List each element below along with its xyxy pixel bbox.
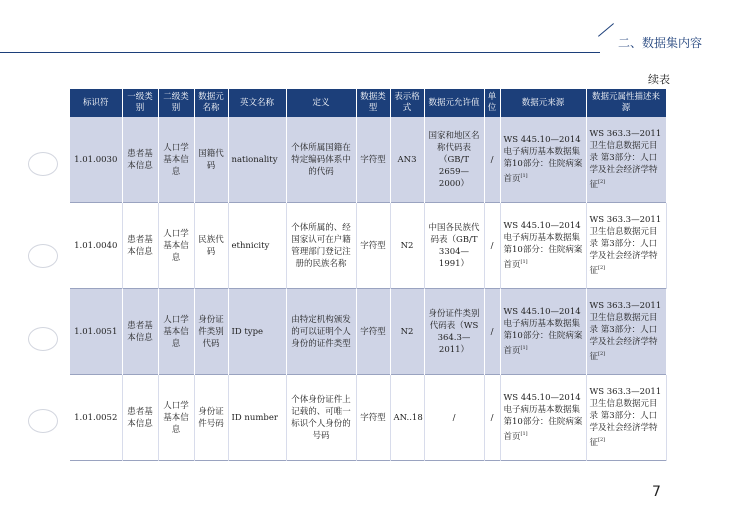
header-rule (0, 52, 600, 53)
data-element-table (70, 89, 667, 461)
page-number: 7 (652, 484, 661, 500)
cell-category-2: 人口学基本信息 (158, 375, 194, 461)
cell-definition: 个体所属国籍在特定编码体系中的代码 (286, 117, 356, 203)
column-header: 标识符 (70, 89, 122, 117)
source-ref: [1] (520, 431, 528, 438)
continued-label: 续表 (648, 73, 670, 86)
table-row (70, 289, 666, 375)
cell-format: N2 (390, 289, 424, 375)
cell-attribute-source (586, 203, 666, 289)
cell-unit: / (484, 203, 500, 289)
source-text: WS 445.10—2014 电子病历基本数据集 第10部分：住院病案首页 (503, 221, 583, 270)
column-header: 二级类别 (158, 89, 194, 117)
cell-id: 1.01.0040 (70, 203, 122, 289)
table-row (70, 117, 666, 203)
cell-english-name: ID type (228, 289, 286, 375)
cell-source (500, 375, 586, 461)
column-header: 数据元名称 (194, 89, 228, 117)
attribute-source-text: WS 363.3—2011 卫生信息数据元目录 第3部分：人口学及社会经济学特征 (589, 215, 662, 276)
watermark-seal (28, 152, 58, 176)
cell-category-1: 患者基本信息 (122, 289, 158, 375)
cell-allowed-values: 国家和地区名称代码表（GB/T 2659—2000） (424, 117, 484, 203)
attribute-source-ref: [2] (598, 179, 606, 186)
column-header: 英文名称 (228, 89, 286, 117)
source-ref: [1] (520, 173, 528, 180)
attribute-source-text: WS 363.3—2011 卫生信息数据元目录 第3部分：人口学及社会经济学特征 (589, 387, 662, 448)
cell-data-type: 字符型 (356, 117, 390, 203)
cell-id: 1.01.0051 (70, 289, 122, 375)
attribute-source-ref: [2] (598, 265, 606, 272)
watermark-seal (28, 327, 58, 351)
cell-element-name: 国籍代码 (194, 117, 228, 203)
section-title: 二、数据集内容 (617, 36, 702, 50)
column-header: 数据元属性描述来源 (586, 89, 666, 117)
source-text: WS 445.10—2014 电子病历基本数据集 第10部分：住院病案首页 (503, 135, 583, 184)
cell-definition: 由特定机构颁发的可以证明个人身份的证件类型 (286, 289, 356, 375)
cell-source (500, 289, 586, 375)
cell-format: AN..18 (390, 375, 424, 461)
cell-source (500, 117, 586, 203)
source-ref: [1] (520, 259, 528, 266)
cell-data-type: 字符型 (356, 375, 390, 461)
column-header: 数据元允许值 (424, 89, 484, 117)
column-header: 一级类别 (122, 89, 158, 117)
cell-category-2: 人口学基本信息 (158, 117, 194, 203)
attribute-source-ref: [2] (598, 437, 606, 444)
cell-category-1: 患者基本信息 (122, 117, 158, 203)
table-row (70, 203, 666, 289)
cell-unit: / (484, 375, 500, 461)
attribute-source-text: WS 363.3—2011 卫生信息数据元目录 第3部分：人口学及社会经济学特征 (589, 129, 662, 190)
column-header: 表示格式 (390, 89, 424, 117)
column-header: 数据类型 (356, 89, 390, 117)
page-header (0, 30, 730, 56)
cell-allowed-values: / (424, 375, 484, 461)
cell-id: 1.01.0052 (70, 375, 122, 461)
cell-attribute-source (586, 117, 666, 203)
cell-english-name: ID number (228, 375, 286, 461)
cell-source (500, 203, 586, 289)
cell-attribute-source (586, 375, 666, 461)
cell-allowed-values: 中国各民族代码表（GB/T 3304—1991） (424, 203, 484, 289)
attribute-source-ref: [2] (598, 351, 606, 358)
table-header-row (70, 89, 666, 117)
cell-attribute-source (586, 289, 666, 375)
cell-unit: / (484, 289, 500, 375)
cell-element-name: 民族代码 (194, 203, 228, 289)
column-header: 定义 (286, 89, 356, 117)
source-text: WS 445.10—2014 电子病历基本数据集 第10部分：住院病案首页 (503, 393, 583, 442)
cell-category-1: 患者基本信息 (122, 203, 158, 289)
cell-allowed-values: 身份证件类别代码表（WS 364.3—2011） (424, 289, 484, 375)
cell-english-name: ethnicity (228, 203, 286, 289)
cell-data-type: 字符型 (356, 203, 390, 289)
attribute-source-text: WS 363.3—2011 卫生信息数据元目录 第3部分：人口学及社会经济学特征 (589, 301, 662, 362)
cell-category-1: 患者基本信息 (122, 375, 158, 461)
column-header: 数据元来源 (500, 89, 586, 117)
cell-definition: 个体身份证件上记载的、可唯一标识个人身份的号码 (286, 375, 356, 461)
column-header: 单位 (484, 89, 500, 117)
table-row (70, 375, 666, 461)
cell-category-2: 人口学基本信息 (158, 289, 194, 375)
cell-english-name: nationality (228, 117, 286, 203)
cell-format: N2 (390, 203, 424, 289)
source-text: WS 445.10—2014 电子病历基本数据集 第10部分：住院病案首页 (503, 307, 583, 356)
cell-element-name: 身份证件号码 (194, 375, 228, 461)
cell-unit: / (484, 117, 500, 203)
watermark-seal (28, 244, 58, 268)
cell-category-2: 人口学基本信息 (158, 203, 194, 289)
source-ref: [1] (520, 345, 528, 352)
watermark-seal (28, 409, 58, 433)
cell-id: 1.01.0030 (70, 117, 122, 203)
header-rule-slant (598, 23, 614, 37)
cell-element-name: 身份证件类别代码 (194, 289, 228, 375)
cell-data-type: 字符型 (356, 289, 390, 375)
cell-definition: 个体所属的、经国家认可在户籍管理部门登记注册的民族名称 (286, 203, 356, 289)
cell-format: AN3 (390, 117, 424, 203)
